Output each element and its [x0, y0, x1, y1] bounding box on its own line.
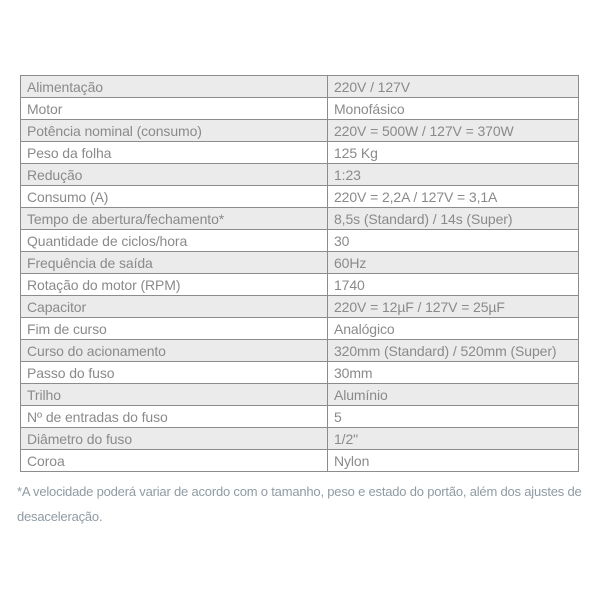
spec-label-cell: Alimentação [21, 76, 328, 98]
spec-value-cell: Alumínio [328, 384, 579, 406]
table-row [21, 164, 579, 186]
spec-label-cell: Motor [21, 98, 328, 120]
spec-value-cell: 30mm [328, 362, 579, 384]
spec-label-cell: Passo do fuso [21, 362, 328, 384]
table-row [21, 340, 579, 362]
spec-label-cell: Tempo de abertura/fechamento* [21, 208, 328, 230]
spec-label-cell: Nº de entradas do fuso [21, 406, 328, 428]
spec-value-cell: 220V = 2,2A / 127V = 3,1A [328, 186, 579, 208]
spec-table-body [21, 76, 579, 472]
spec-value-cell: 220V = 500W / 127V = 370W [328, 120, 579, 142]
table-row [21, 76, 579, 98]
table-row [21, 318, 579, 340]
table-row [21, 252, 579, 274]
spec-label-cell: Quantidade de ciclos/hora [21, 230, 328, 252]
table-row [21, 296, 579, 318]
spec-label-cell: Rotação do motor (RPM) [21, 274, 328, 296]
table-row [21, 142, 579, 164]
table-row [21, 406, 579, 428]
spec-value-cell: Monofásico [328, 98, 579, 120]
spec-table [20, 75, 579, 472]
spec-label-cell: Peso da folha [21, 142, 328, 164]
spec-value-cell: 8,5s (Standard) / 14s (Super) [328, 208, 579, 230]
table-row [21, 428, 579, 450]
table-row [21, 362, 579, 384]
spec-value-cell: 1740 [328, 274, 579, 296]
spec-label-cell: Coroa [21, 450, 328, 472]
spec-value-cell: Nylon [328, 450, 579, 472]
spec-label-cell: Fim de curso [21, 318, 328, 340]
spec-value-cell: 220V = 12µF / 127V = 25µF [328, 296, 579, 318]
spec-label-cell: Diâmetro do fuso [21, 428, 328, 450]
table-row [21, 208, 579, 230]
table-row [21, 450, 579, 472]
spec-value-cell: 220V / 127V [328, 76, 579, 98]
spec-label-cell: Capacitor [21, 296, 328, 318]
spec-value-cell: 320mm (Standard) / 520mm (Super) [328, 340, 579, 362]
table-row [21, 274, 579, 296]
table-row [21, 230, 579, 252]
spec-label-cell: Curso do acionamento [21, 340, 328, 362]
spec-value-cell: 1:23 [328, 164, 579, 186]
spec-value-cell: 125 Kg [328, 142, 579, 164]
spec-label-cell: Consumo (A) [21, 186, 328, 208]
table-row [21, 384, 579, 406]
table-row [21, 120, 579, 142]
spec-value-cell: 30 [328, 230, 579, 252]
spec-label-cell: Frequência de saída [21, 252, 328, 274]
spec-label-cell: Redução [21, 164, 328, 186]
spec-label-cell: Trilho [21, 384, 328, 406]
table-row [21, 98, 579, 120]
spec-value-cell: Analógico [328, 318, 579, 340]
footnote: *A velocidade poderá variar de acordo com o tamanho, peso e estado do portão, além dos ajustes de desaceleração. [17, 484, 582, 524]
spec-value-cell: 60Hz [328, 252, 579, 274]
spec-value-cell: 1/2" [328, 428, 579, 450]
table-row [21, 186, 579, 208]
spec-label-cell: Potência nominal (consumo) [21, 120, 328, 142]
spec-value-cell: 5 [328, 406, 579, 428]
